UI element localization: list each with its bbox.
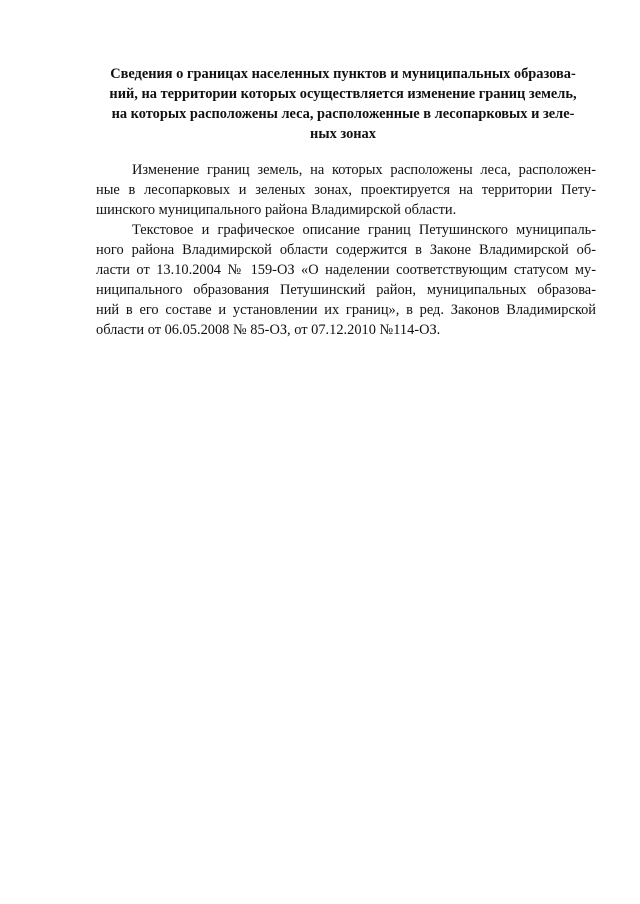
paragraph-line: Текстовое и графическое описание границ Петушинского муниципаль-	[132, 222, 596, 238]
paragraph-line: ные в лесопарковых и зеленых зонах, проектируется на территории Пету-	[96, 182, 596, 198]
title-line: Сведения о границах населенных пунктов и муниципальных образова-	[110, 66, 576, 82]
paragraph-line: ласти от 13.10.2004 № 159-ОЗ «О наделении соответствующим статусом му-	[96, 262, 596, 278]
paragraph-boundary-change	[96, 160, 596, 220]
title-line: ний, на территории которых осуществляется изменение границ земель,	[109, 86, 577, 102]
document-title	[90, 64, 596, 144]
title-line: на которых расположены леса, расположенные в лесопарковых и зеле-	[111, 106, 575, 122]
paragraph-line: Изменение границ земель, на которых расположены леса, расположен-	[132, 162, 596, 178]
paragraph-boundary-description	[96, 220, 596, 340]
paragraph-line: ного района Владимирской области содержится в Законе Владимирской об-	[96, 242, 596, 258]
paragraph-line: ний в его составе и установлении их границ», в ред. Законов Владимирской	[96, 302, 596, 318]
paragraph-line: области от 06.05.2008 № 85-ОЗ, от 07.12.2010 №114-ОЗ.	[96, 322, 441, 338]
paragraph-line: шинского муниципального района Владимирской области.	[96, 202, 457, 218]
paragraph-line: ниципального образования Петушинский район, муниципальных образова-	[96, 282, 596, 298]
document-body	[96, 160, 596, 340]
title-line: ных зонах	[310, 126, 376, 142]
